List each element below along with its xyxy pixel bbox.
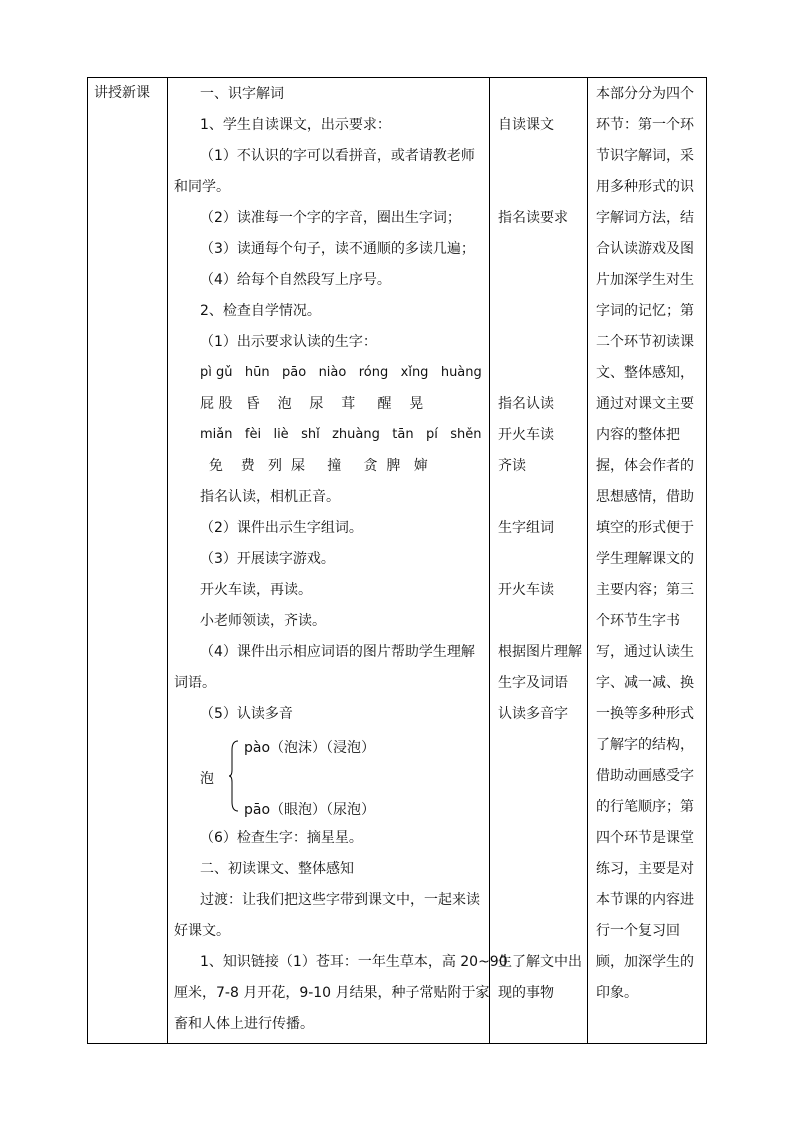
- activity-line: 齐读: [498, 458, 526, 474]
- content-line: 开火车读，再读。: [200, 582, 312, 598]
- design-note-line: 二个环节初读课: [596, 334, 694, 350]
- design-note-line: 通过对课文主要: [596, 396, 694, 412]
- content-line: （3）开展读字游戏。: [200, 551, 335, 567]
- design-note-line: 文、整体感知，: [596, 365, 694, 381]
- content-line: （4）给每个自然段写上序号。: [200, 272, 391, 288]
- content-line: 1、学生自读课文，出示要求：: [200, 117, 391, 133]
- content-line: 2、检查自学情况。: [200, 303, 321, 319]
- activity-line: 指名认读: [498, 396, 554, 412]
- content-line: 屁 股 昏 泡 尿 茸 醒 晃: [200, 396, 424, 412]
- content-line: 畜和人体上进行传播。: [174, 1016, 314, 1032]
- design-note-line: 四个环节是课堂: [596, 830, 694, 846]
- design-note-line: 写，通过认读生: [596, 644, 694, 660]
- activity-line: 现的事物: [498, 985, 554, 1001]
- content-line: 1、知识链接（1）苍耳：一年生草本，高 20~90: [200, 954, 508, 970]
- design-note-line: 合认读游戏及图: [596, 241, 694, 257]
- design-note-line: 填空的形式便于: [596, 520, 694, 536]
- activity-line: 开火车读: [498, 582, 554, 598]
- design-note-line: 握，体会作者的: [596, 458, 694, 474]
- activity-line: 认读多音字: [498, 706, 568, 722]
- activity-line: 生了解文中出: [498, 954, 582, 970]
- content-line: pào（泡沫）（浸泡）: [244, 740, 376, 756]
- content-line: 好课文。: [174, 923, 230, 939]
- design-note-line: 字解词方法，结: [596, 210, 694, 226]
- design-note-line: 字词的记忆；第: [596, 303, 694, 319]
- design-note-line: 练习，主要是对: [596, 861, 694, 877]
- design-note-line: 了解字的结构，: [596, 737, 694, 753]
- design-note-line: 本部分分为四个: [596, 86, 694, 102]
- design-note-line: 顾，加深学生的: [596, 954, 694, 970]
- content-line: 二、初读课文、整体感知: [200, 861, 354, 877]
- content-line: （6）检查生字：摘星星。: [200, 830, 363, 846]
- content-line: 过渡：让我们把这些字带到课文中，一起来读: [200, 892, 480, 908]
- design-note-line: 借助动画感受字: [596, 768, 694, 784]
- column-divider: [587, 78, 588, 1043]
- design-note-line: 印象。: [596, 985, 638, 1001]
- design-note-line: 环节：第一个环: [596, 117, 694, 133]
- content-line: 小老师领读，齐读。: [200, 613, 326, 629]
- activity-line: 自读课文: [498, 117, 554, 133]
- content-line: 词语。: [174, 675, 216, 691]
- brace-icon: [229, 740, 239, 812]
- content-line: pì gǔ hūn pāo niào róng xǐng huàng: [200, 365, 482, 380]
- content-line: （2）课件出示生字组词。: [200, 520, 363, 536]
- activity-line: 生字及词语: [498, 675, 568, 691]
- content-line: pāo（眼泡）（尿泡）: [244, 802, 376, 818]
- content-line: （2）读准每一个字的字音，圈出生字词；: [200, 210, 461, 226]
- content-line: 指名认读，相机正音。: [200, 489, 340, 505]
- content-line: （4）课件出示相应词语的图片帮助学生理解: [200, 644, 475, 660]
- content-line: （5）认读多音: [200, 706, 293, 722]
- content-line: miǎn fèi liè shǐ zhuàng tān pí shěn: [200, 427, 482, 442]
- design-note-line: 行一个复习回: [596, 923, 680, 939]
- design-note-line: 个环节生字书: [596, 613, 680, 629]
- activity-line: 根据图片理解: [498, 644, 582, 660]
- content-line: 泡: [200, 771, 214, 787]
- design-note-line: 主要内容；第三: [596, 582, 694, 598]
- design-note-line: 本节课的内容进: [596, 892, 694, 908]
- lesson-plan-table: [87, 77, 707, 1044]
- activity-line: 生字组词: [498, 520, 554, 536]
- content-line: 免 费 列 屎 撞 贪 脾 婶: [200, 458, 428, 474]
- content-line: （1）出示要求认读的生字：: [200, 334, 377, 350]
- activity-line: 指名读要求: [498, 210, 568, 226]
- content-line: （1）不认识的字可以看拼音，或者请教老师: [200, 148, 475, 164]
- activity-line: 开火车读: [498, 427, 554, 443]
- design-note-line: 字、减一减、换: [596, 675, 694, 691]
- content-line: 和同学。: [174, 179, 230, 195]
- section-label: 讲授新课: [94, 85, 150, 101]
- design-note-line: 节识字解词，采: [596, 148, 694, 164]
- design-note-line: 的行笔顺序；第: [596, 799, 694, 815]
- content-line: 一、识字解词: [200, 86, 284, 102]
- design-note-line: 用多种形式的识: [596, 179, 694, 195]
- design-note-line: 一换等多种形式: [596, 706, 694, 722]
- column-divider: [489, 78, 490, 1043]
- design-note-line: 片加深学生对生: [596, 272, 694, 288]
- design-note-line: 思想感情，借助: [596, 489, 694, 505]
- column-divider: [167, 78, 168, 1043]
- content-line: 厘米，7-8 月开花，9-10 月结果，种子常贴附于家: [174, 985, 490, 1001]
- design-note-line: 内容的整体把: [596, 427, 680, 443]
- design-note-line: 学生理解课文的: [596, 551, 694, 567]
- content-line: （3）读通每个句子，读不通顺的多读几遍；: [200, 241, 475, 257]
